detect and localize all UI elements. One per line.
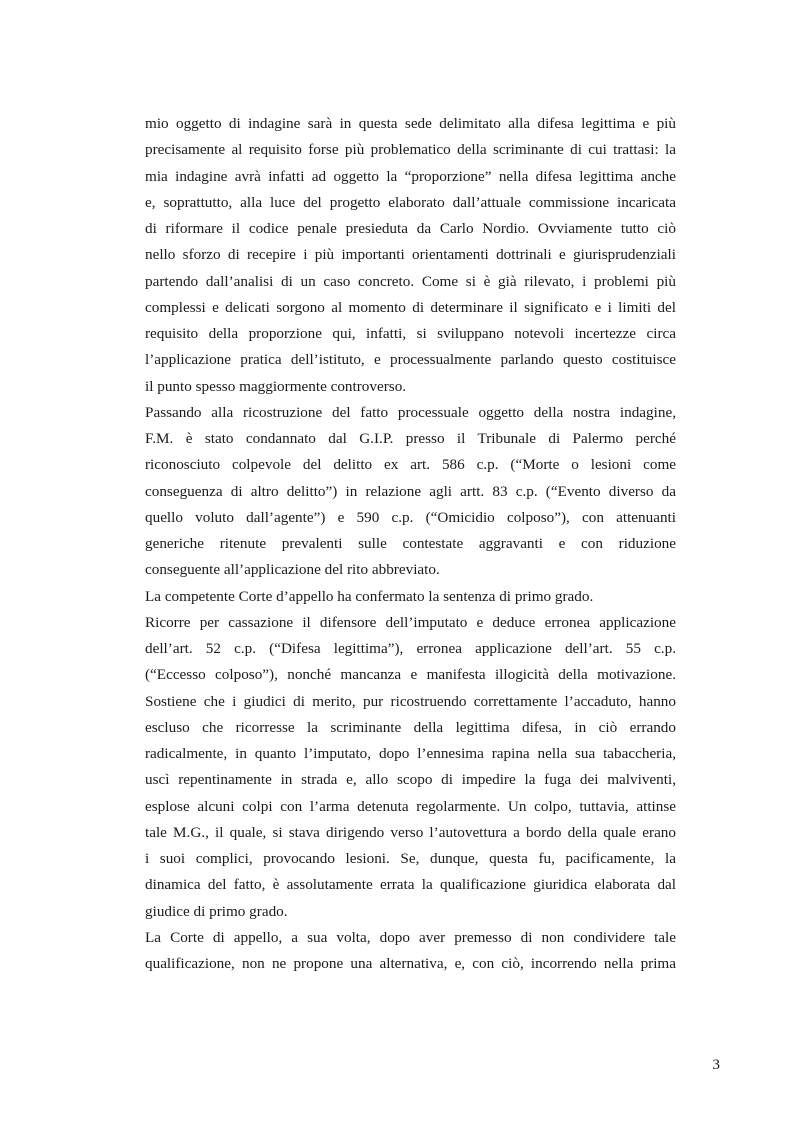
text-line: uscì repentinamente in strada e, allo scopo di impedire la fuga dei malviventi, <box>145 771 676 789</box>
text-line: La competente Corte d’appello ha confermato la sentenza di primo grado. <box>145 587 594 605</box>
text-line: giudice di primo grado. <box>145 902 288 920</box>
text-line: esplose alcuni colpi con l’arma detenuta regolarmente. Un colpo, tuttavia, attinse <box>145 797 676 815</box>
text-line: i suoi complici, provocando lesioni. Se, dunque, questa fu, pacificamente, la <box>145 850 676 867</box>
text-line: precisamente al requisito forse più problematico della scriminante di cui trattasi: la <box>145 141 676 159</box>
text-line: requisito della proporzione qui, infatti, si sviluppano notevoli incertezze circa <box>145 325 676 342</box>
text-line: partendo dall’analisi di un caso concreto. Come si è già rilevato, i problemi più <box>145 272 676 290</box>
text-line: Passando alla ricostruzione del fatto processuale oggetto della nostra indagine, <box>145 403 676 421</box>
text-line: conseguente all’applicazione del rito abbreviato. <box>145 561 440 579</box>
text-line: radicalmente, in quanto l’imputato, dopo l’ennesima rapina nella sua tabaccheria, <box>145 745 676 762</box>
text-line: il punto spesso maggiormente controverso. <box>145 377 407 395</box>
text-line: Ricorre per cassazione il difensore dell’imputato e deduce erronea applicazione <box>145 613 676 631</box>
text-line: La Corte di appello, a sua volta, dopo aver premesso di non condividere tale <box>145 928 676 946</box>
text-line: l’applicazione pratica dell’istituto, e processualmente parlando questo costituisce <box>145 351 676 369</box>
text-line: di riformare il codice penale presieduta da Carlo Nordio. Ovviamente tutto ciò <box>145 220 676 237</box>
text-line: mio oggetto di indagine sarà in questa sede delimitato alla difesa legittima e più <box>145 115 676 132</box>
text-line: e, soprattutto, alla luce del progetto elaborato dall’attuale commissione incaricata <box>145 193 676 211</box>
text-line: nello sforzo di recepire i più importanti orientamenti dottrinali e giurisprudenziali <box>145 246 676 264</box>
text-line: qualificazione, non ne propone una alternativa, e, con ciò, incorrendo nella prima <box>145 955 676 972</box>
text-line: complessi e delicati sorgono al momento di determinare il significato e i limiti del <box>145 298 676 316</box>
text-line: conseguenza di altro delitto”) in relazione agli artt. 83 c.p. (“Evento diverso da <box>145 482 676 500</box>
text-line: riconosciuto colpevole del delitto ex art. 586 c.p. (“Morte o lesioni come <box>145 456 676 474</box>
text-line: dinamica del fatto, è assolutamente errata la qualificazione giuridica elaborata dal <box>145 876 676 894</box>
text-line: mia indagine avrà infatti ad oggetto la “proporzione” nella difesa legittima anche <box>145 167 676 185</box>
text-line: generiche ritenute prevalenti sulle contestate aggravanti e con riduzione <box>145 535 676 552</box>
text-line: F.M. è stato condannato dal G.I.P. presso il Tribunale di Palermo perché <box>145 430 676 447</box>
text-line: dell’art. 52 c.p. (“Difesa legittima”), erronea applicazione dell’art. 55 c.p. <box>145 640 676 657</box>
text-line: (“Eccesso colposo”), nonché mancanza e manifesta illogicità della motivazione. <box>145 666 676 684</box>
page-number: 3 <box>712 1056 720 1073</box>
text-line: tale M.G., il quale, si stava dirigendo verso l’autovettura a bordo della quale erano <box>145 823 676 841</box>
text-line: escluso che ricorresse la scriminante della legittima difesa, in ciò errando <box>145 718 676 736</box>
text-line: quello voluto dall’agente”) e 590 c.p. (“Omicidio colposo”), con attenuanti <box>145 508 676 526</box>
text-line: Sostiene che i giudici di merito, pur ricostruendo correttamente l’accaduto, hanno <box>145 692 676 710</box>
body-text <box>145 111 676 977</box>
